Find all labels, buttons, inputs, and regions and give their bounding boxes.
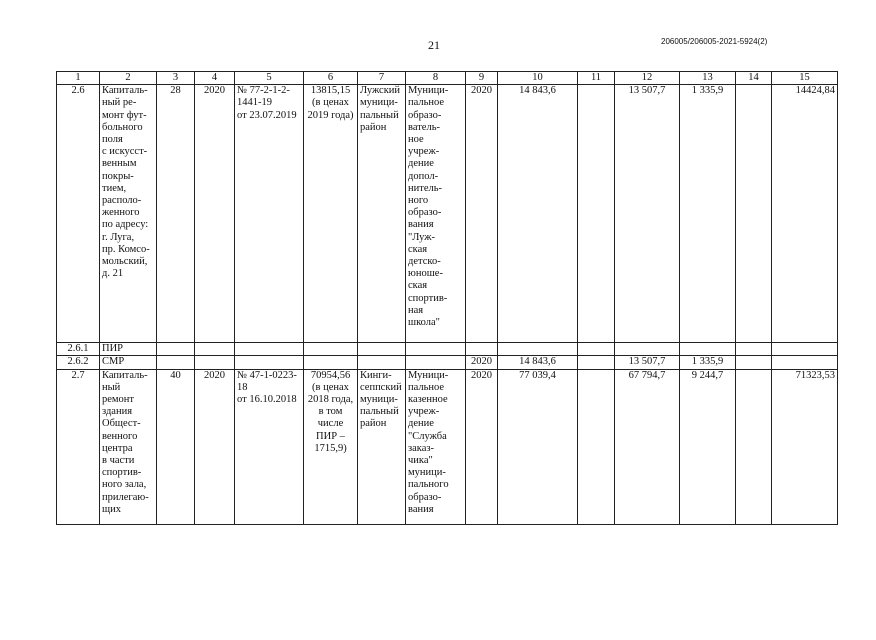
cell-district <box>358 343 406 356</box>
cell-col14 <box>736 369 772 524</box>
header-cell: 3 <box>157 72 195 85</box>
cell-regional: 67 794,7 <box>615 369 680 524</box>
cell-district <box>358 356 406 369</box>
header-cell: 5 <box>235 72 304 85</box>
data-table <box>56 71 838 525</box>
document-id: 206005/206005-2021-5924(2) <box>661 37 768 46</box>
header-cell: 13 <box>680 72 736 85</box>
cell-total: 77 039,4 <box>498 369 578 524</box>
cell-col11 <box>578 356 615 369</box>
cell-cost <box>304 343 358 356</box>
row-number: 2.6.2 <box>57 356 100 369</box>
table-row <box>57 369 838 524</box>
cell-cost <box>304 356 358 369</box>
header-cell: 6 <box>304 72 358 85</box>
cell-col3 <box>157 356 195 369</box>
cell-total: 14 843,6 <box>498 356 578 369</box>
cell-total <box>498 343 578 356</box>
cell-regional: 13 507,7 <box>615 85 680 343</box>
cell-col15 <box>772 356 838 369</box>
cell-col11 <box>578 369 615 524</box>
cell-customer: Муници- пальное казенное учреж- дение "Служба заказ- чика" муници- пального образо- вания <box>406 369 466 524</box>
object-name: СМР <box>100 356 157 369</box>
header-cell: 2 <box>100 72 157 85</box>
cell-customer <box>406 343 466 356</box>
table-row <box>57 356 838 369</box>
cell-expertise <box>235 356 304 369</box>
header-cell: 7 <box>358 72 406 85</box>
cell-col11 <box>578 85 615 343</box>
cell-district: Лужский муници- пальный район <box>358 85 406 343</box>
header-cell: 10 <box>498 72 578 85</box>
cell-year <box>195 343 235 356</box>
header-cell: 15 <box>772 72 838 85</box>
table-row <box>57 85 838 343</box>
cell-expertise <box>235 343 304 356</box>
cell-customer <box>406 356 466 369</box>
cell-col3: 28 <box>157 85 195 343</box>
cell-district: Кинги- сеппский муници- пальный район <box>358 369 406 524</box>
cell-local: 1 335,9 <box>680 85 736 343</box>
cell-regional: 13 507,7 <box>615 356 680 369</box>
cell-cost: 70954,56 (в ценах 2018 года, в том числе ПИР – 1715,9) <box>304 369 358 524</box>
table-row <box>57 343 838 356</box>
object-name: Капиталь- ный ре- монт фут- больного поля с искусст- венным покры- тием, располо- женного по адресу: г. Луга, пр. Комсо- мольский, д. 21 <box>100 85 157 343</box>
cell-col14 <box>736 85 772 343</box>
header-row <box>57 72 838 85</box>
cell-cost: 13815,15 (в ценах 2019 года) <box>304 85 358 343</box>
cell-expertise: № 77-2-1-2- 1441-19 от 23.07.2019 <box>235 85 304 343</box>
cell-year-2: 2020 <box>466 369 498 524</box>
header-cell: 11 <box>578 72 615 85</box>
header-cell: 14 <box>736 72 772 85</box>
cell-col11 <box>578 343 615 356</box>
cell-col15: 14424,84 <box>772 85 838 343</box>
cell-year-2 <box>466 343 498 356</box>
cell-year-2: 2020 <box>466 356 498 369</box>
cell-regional <box>615 343 680 356</box>
cell-local <box>680 343 736 356</box>
cell-year: 2020 <box>195 369 235 524</box>
cell-local: 9 244,7 <box>680 369 736 524</box>
row-number: 2.6 <box>57 85 100 343</box>
cell-col15 <box>772 343 838 356</box>
header-cell: 8 <box>406 72 466 85</box>
cell-col14 <box>736 343 772 356</box>
row-number: 2.6.1 <box>57 343 100 356</box>
cell-local: 1 335,9 <box>680 356 736 369</box>
header-cell: 4 <box>195 72 235 85</box>
cell-year <box>195 356 235 369</box>
object-name: Капиталь- ный ремонт здания Общест- венного центра в части спортив- ного зала, прилегаю- щих <box>100 369 157 524</box>
cell-customer: Муници- пальное образо- ватель- ное учреж- дение допол- нитель- ного образо- вания "Луж- ская детско- юноше- ская спортив- ная школа" <box>406 85 466 343</box>
header-cell: 9 <box>466 72 498 85</box>
header-cell: 12 <box>615 72 680 85</box>
cell-col14 <box>736 356 772 369</box>
header-cell: 1 <box>57 72 100 85</box>
page-number: 21 <box>428 38 440 52</box>
cell-year: 2020 <box>195 85 235 343</box>
cell-col15: 71323,53 <box>772 369 838 524</box>
cell-total: 14 843,6 <box>498 85 578 343</box>
object-name: ПИР <box>100 343 157 356</box>
cell-col3 <box>157 343 195 356</box>
row-number: 2.7 <box>57 369 100 524</box>
cell-year-2: 2020 <box>466 85 498 343</box>
cell-expertise: № 47-1-0223- 18 от 16.10.2018 <box>235 369 304 524</box>
cell-col3: 40 <box>157 369 195 524</box>
